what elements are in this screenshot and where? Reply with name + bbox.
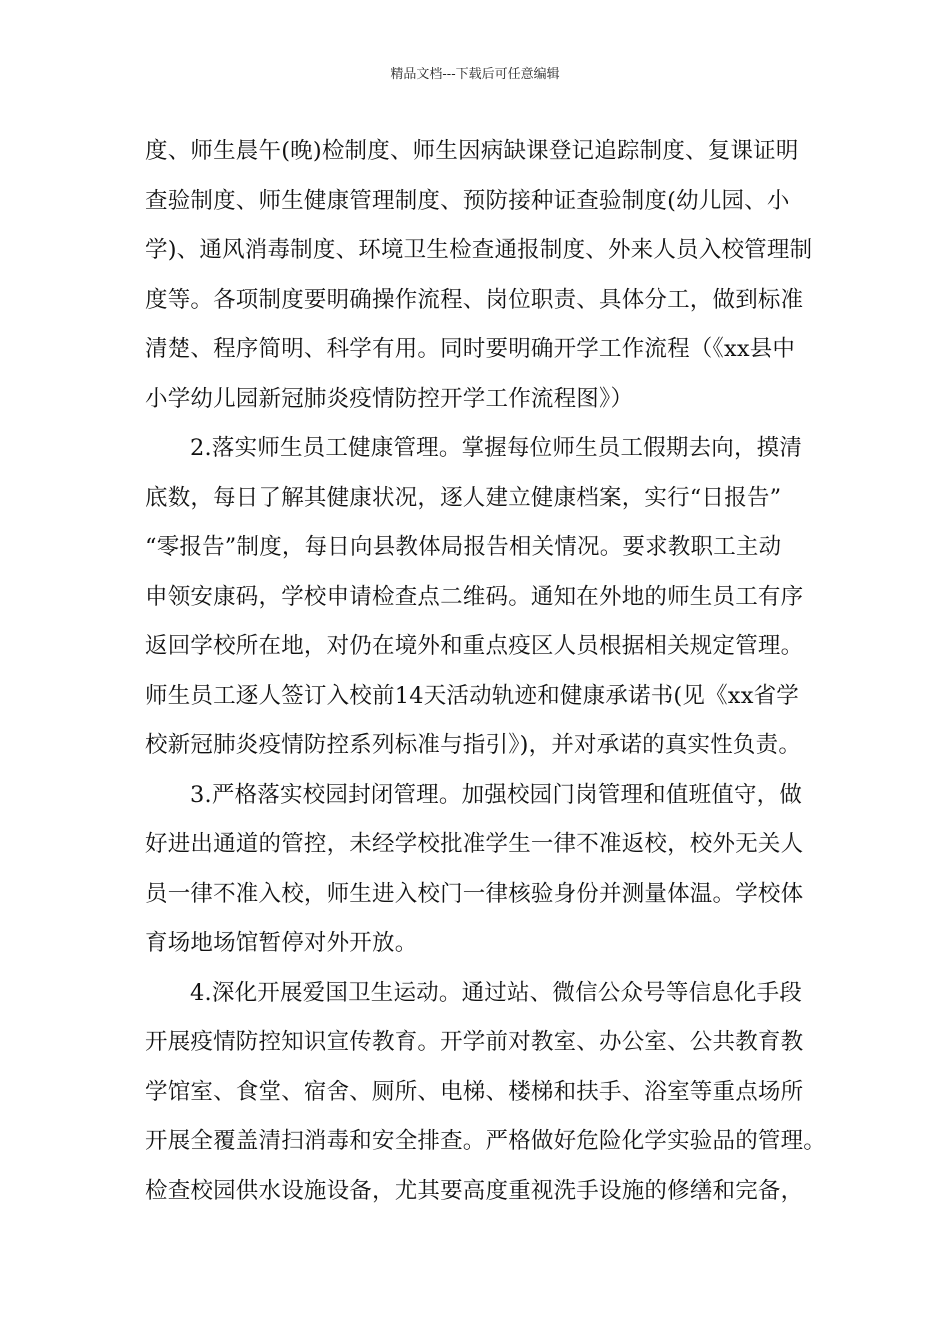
text-line: 检查校园供水设施设备，尤其要高度重视洗手设施的修缮和完备， <box>145 1177 804 1204</box>
page-header: 精品文档---下载后可任意编辑 <box>390 67 560 82</box>
text-line: 查验制度、师生健康管理制度、预防接种证查验制度(幼儿园、小 <box>145 187 790 214</box>
text-line: 清楚、程序简明、科学有用。同时要明确开学工作流程（《xx县中 <box>145 336 796 362</box>
paragraph-first-line: 2.落实师生员工健康管理。掌握每位师生员工假期去向，摸清 <box>190 435 803 461</box>
paragraph-first-line: 4.深化开展爱国卫生运动。通过站、微信公众号等信息化手段 <box>190 979 803 1006</box>
text-line: “零报告”制度，每日向县教体局报告相关情况。要求教职工主动 <box>145 534 782 560</box>
text-line: 学)、通风消毒制度、环境卫生检查通报制度、外来人员入校管理制 <box>145 237 813 263</box>
document-body <box>145 127 825 1216</box>
text-line: 员一律不准入校，师生进入校门一律核验身份并测量体温。学校体 <box>145 880 804 907</box>
paragraph-first-line: 3.严格落实校园封闭管理。加强校园门岗管理和值班值守，做 <box>190 781 803 808</box>
text-line: 好进出通道的管控，未经学校批准学生一律不准返校，校外无关人 <box>145 831 804 857</box>
text-line: 度等。各项制度要明确操作流程、岗位职责、具体分工，做到标准 <box>145 286 804 313</box>
text-line: 师生员工逐人签订入校前14天活动轨迹和健康承诺书(见《xx省学 <box>145 682 799 709</box>
text-line: 开展疫情防控知识宣传教育。开学前对教室、办公室、公共教育教 <box>145 1029 804 1055</box>
text-line: 申领安康码，学校申请检查点二维码。通知在外地的师生员工有序 <box>145 583 804 610</box>
text-line: 育场地场馆暂停对外开放。 <box>145 930 418 956</box>
text-line: 小学幼儿园新冠肺炎疫情防控开学工作流程图》） <box>145 385 634 412</box>
text-line: 底数，每日了解其健康状况，逐人建立健康档案，实行“日报告” <box>145 484 782 511</box>
text-line: 返回学校所在地，对仍在境外和重点疫区人员根据相关规定管理。 <box>145 633 804 659</box>
text-line: 学馆室、食堂、宿舍、厕所、电梯、楼梯和扶手、浴室等重点场所 <box>145 1078 804 1105</box>
text-line: 开展全覆盖清扫消毒和安全排查。严格做好危险化学实验品的管理。 <box>145 1128 827 1154</box>
text-line: 度、师生晨午(晚)检制度、师生因病缺课登记追踪制度、复课证明 <box>145 138 799 164</box>
text-line: 校新冠肺炎疫情防控系列标准与指引》)，并对承诺的真实性负责。 <box>145 732 802 758</box>
